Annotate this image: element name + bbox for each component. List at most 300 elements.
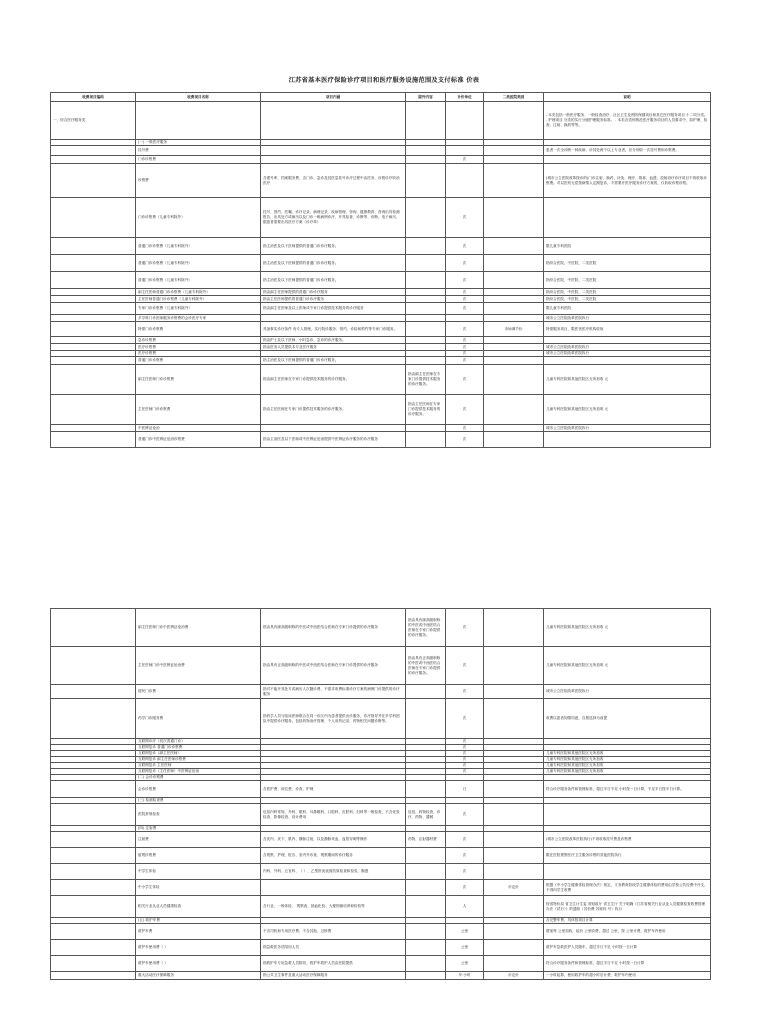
exclusion-cell: 指由主任医师在专家门诊提供技术服务的诊疗服务。: [406, 395, 446, 425]
item-code-cell: [51, 956, 136, 972]
item-code-cell: [51, 609, 136, 647]
col-header-class: 二类医院类别: [484, 93, 544, 102]
col-header-exclusion: 除外内容: [406, 93, 446, 102]
item-name-cell: 普通门诊诊察费（儿童专科除外）: [136, 255, 261, 272]
note-cell: (城市公立医院改革按诊的)门诊注射、换药、针灸、理疗、推拿、血透、放射治疗诊疗项目不再收取诊察费。对以医药无偿按病情人定期复诊，不需要开医疗服务诊疗方案的，仅收取诊察诊察。: [544, 164, 711, 198]
unit-cell: 次: [446, 351, 484, 357]
item-name-cell: 副主任医师门诊诊察费: [136, 365, 261, 395]
item-code-cell: [51, 804, 136, 826]
unit-cell: 次: [446, 432, 484, 448]
unit-cell: 公里: [446, 924, 484, 940]
note-cell: 限儿童专科医院: [544, 303, 711, 315]
exclusion-cell: [406, 303, 446, 315]
note-cell: 符合诊疗服务条件和管理标准，超过半日不足 小时按一日计算: [544, 956, 711, 972]
unit-cell: [446, 164, 484, 198]
item-code-cell: [51, 781, 136, 798]
exclusion-cell: [406, 315, 446, 322]
item-name-cell: 门诊诊察费: [136, 156, 261, 164]
item-name-cell: 便民门诊费: [136, 685, 261, 699]
hospital-class-cell: [484, 647, 544, 685]
item-code-cell: [51, 864, 136, 880]
item-code-cell: [51, 337, 136, 344]
note-cell: 城市公立医院改革医院执行: [544, 315, 711, 322]
exclusion-cell: [406, 940, 446, 956]
item-content-cell: 包括内科常规、外科、眼科、耳鼻喉科、口腔科、皮肤科、妇科等一般检查，不含化验检查、影像检查、设计费用: [261, 804, 406, 826]
item-name-cell: 中小学生体检: [136, 880, 261, 896]
hospital-class-cell: [484, 609, 544, 647]
item-content-cell: 指急救医务员陪同人员: [261, 940, 406, 956]
item-code-cell: [51, 425, 136, 432]
item-name-cell: 互联网诊疗（初次普通门诊）: [136, 739, 261, 745]
unit-cell: 次: [446, 289, 484, 296]
item-content-cell: 指由医务人员提供本专业医疗服务: [261, 344, 406, 351]
unit-cell: [446, 146, 484, 156]
note-cell: 患者一次全诊断一种疾病，诊其处两个以上专业者，应分别收一次挂号费和诊察费。: [544, 146, 711, 156]
note-cell: 指综合医院、中医院、二类医院: [544, 289, 711, 296]
note-cell: 城市公立医院改革医院执行: [544, 425, 711, 432]
note-cell: 儿童专科医院和其他医院区无所加收 元: [544, 395, 711, 425]
table-row: [51, 272, 711, 289]
table-row: [51, 102, 711, 140]
item-content-cell: 不含司机和专用医疗费，不含其他、过桥费: [261, 924, 406, 940]
unit-cell: 次: [446, 739, 484, 745]
note-cell: 根据《中小学生健康体检管理办法》规定，义务教育阶段学生健康体检的费用由学校公共经费中开支，不得向学生收费: [544, 880, 711, 896]
item-content-cell: 指由具有副高级职称的中医或中西医结合医师在专家门诊提供的诊疗服务: [261, 609, 406, 647]
exclusion-cell: [406, 425, 446, 432]
item-content-cell: 指药学人员与临床医师联合在同一诊区内为患者提供出诊服务，诊疗指导并在多学科团队中提供诊疗服务。包括药物治疗管理、个人用药记录、药物相关问题诊断等。: [261, 699, 406, 739]
item-code-cell: [51, 699, 136, 739]
item-name-cell: 专家门诊诊察费（儿童专科除外）: [136, 303, 261, 315]
unit-cell: [446, 102, 484, 140]
item-content-cell: 含行业、一般体检、 观察表、抽血化验、大便细菌培养和检验等: [261, 896, 406, 918]
item-name-cell: 中医辨证论治: [136, 425, 261, 432]
item-content-cell: 指由副主任医师及以上医师或专家门诊提供技术服务的诊疗服务: [261, 303, 406, 315]
table-row: [51, 156, 711, 164]
note-cell: [544, 357, 711, 365]
hospital-class-cell: 市场调节价: [484, 322, 544, 337]
hospital-class-cell: [484, 198, 544, 238]
item-code-cell: [51, 255, 136, 272]
item-name-cell: 主任医师门诊诊察费: [136, 395, 261, 425]
unit-cell: 次: [446, 699, 484, 739]
item-content-cell: 指公共卫生事件及重大活动医疗保障服务: [261, 972, 406, 980]
note-cell: 增加每 公里加收，起价 公里收费，超过 公里，按 公里计费，救护车内使用: [544, 924, 711, 940]
hospital-class-cell: [484, 924, 544, 940]
unit-cell: 次: [446, 745, 484, 751]
item-code-cell: [51, 896, 136, 918]
item-name-cell: 互联网复诊（副主任医师）: [136, 751, 261, 757]
hospital-class-cell: 市定价: [484, 972, 544, 980]
note-cell: 儿童专科医院和其他医院区无所加收: [544, 769, 711, 775]
table-row: [51, 322, 711, 337]
item-name-cell: (五) 救护车费: [136, 918, 261, 924]
exclusion-cell: 包括、药物检查、诊疗、药物、器械: [406, 804, 446, 826]
unit-cell: [446, 315, 484, 322]
note-cell: 儿童专科医院和其他医院区无所加收: [544, 757, 711, 763]
unit-cell: 次: [446, 303, 484, 315]
item-name-cell: [136, 102, 261, 140]
hospital-class-cell: [484, 164, 544, 198]
exclusion-cell: [406, 864, 446, 880]
item-name-cell: (四) 注射费: [136, 826, 261, 832]
note-cell: [544, 156, 711, 164]
item-code-cell: [51, 357, 136, 365]
unit-cell: 车·小时: [446, 972, 484, 980]
unit-cell: 次: [446, 296, 484, 303]
item-content-cell: 指救护车专用急救人员陪同、救护车救护人员由医院提供: [261, 956, 406, 972]
item-content-cell: 指由主任医师在专家门诊提供技术服务的诊疗服务。: [261, 395, 406, 425]
table-row: [51, 303, 711, 315]
exclusion-cell: [406, 896, 446, 918]
unit-cell: 次: [446, 322, 484, 337]
item-code-cell: [51, 296, 136, 303]
item-name-cell: 普通门诊诊察费（儿童专科除外）: [136, 272, 261, 289]
item-code-cell: [51, 647, 136, 685]
unit-cell: 次: [446, 848, 484, 864]
table-row: [51, 685, 711, 699]
table-row: [51, 804, 711, 826]
hospital-class-cell: [484, 956, 544, 972]
exclusion-cell: [406, 685, 446, 699]
item-code-cell: [51, 315, 136, 322]
item-content-cell: 指由主治医及以下医师或中医辨证论治提供中医辨证诊疗服务的诊疗服务: [261, 432, 406, 448]
note-cell: 儿童专科医院和其他医院区无所加收 元: [544, 647, 711, 685]
item-code-cell: [51, 156, 136, 164]
item-name-cell: 互联网复诊 副主任医师诊察费: [136, 757, 261, 763]
col-header-unit: 计价单位: [446, 93, 484, 102]
item-name-cell: 会诊诊察费: [136, 781, 261, 798]
col-header-note: 说明: [544, 93, 711, 102]
hospital-class-cell: [484, 337, 544, 344]
item-name-cell: 普通门诊中医辨证论治诊察费: [136, 432, 261, 448]
item-content-cell: 内科、外科、五官科、（ ）、乙型肝炎表面抗原检查和检验、胸透: [261, 864, 406, 880]
item-code-cell: [51, 848, 136, 864]
item-name-cell: 急诊诊察费: [136, 337, 261, 344]
exclusion-cell: 指由副主任医师在专家门诊提供技术服务的诊疗服务。: [406, 365, 446, 395]
exclusion-cell: 药物、注射器材费: [406, 832, 446, 848]
note-cell: 指综合医院、中医院、二类医院: [544, 255, 711, 272]
unit-cell: 次: [446, 804, 484, 826]
table-row: [51, 337, 711, 344]
table-row: [51, 940, 711, 956]
item-code-cell: [51, 365, 136, 395]
exclusion-cell: [406, 781, 446, 798]
item-content-cell: 指主治医及以下医师提供的普通门诊诊疗服务。: [261, 357, 406, 365]
unit-cell: 次: [446, 395, 484, 425]
item-code-cell: [51, 238, 136, 255]
table-row: [51, 848, 711, 864]
table-row: [51, 296, 711, 303]
item-code-cell: [51, 344, 136, 351]
hospital-class-cell: [484, 156, 544, 164]
note-cell: [544, 864, 711, 880]
item-content-cell: 含医护费、床位费、诊查、护理: [261, 781, 406, 798]
table-row: [51, 972, 711, 980]
item-content-cell: 含皮内、皮下、肌内、静脉注射，以及静脉采血、血管穿刺等操作: [261, 832, 406, 848]
unit-cell: 公里: [446, 956, 484, 972]
note-cell: 城市公立医院改革医院执行: [544, 685, 711, 699]
table-row: [51, 146, 711, 156]
hospital-class-cell: [484, 303, 544, 315]
hospital-class-cell: [484, 699, 544, 739]
exclusion-cell: [406, 344, 446, 351]
exclusion-cell: [406, 238, 446, 255]
item-name-cell: 留观诊察费: [136, 848, 261, 864]
item-content-cell: 指主治医及以下医师提供的普通门诊诊疗服务。: [261, 238, 406, 255]
item-name-cell: 副主任医师普通门诊诊察费（儿童专科除外）: [136, 289, 261, 296]
note-cell: 限在医院观察医疗卫生服务诊察的其他医院执行: [544, 848, 711, 864]
unit-cell: 次: [446, 763, 484, 769]
exclusion-cell: [406, 322, 446, 337]
exclusion-cell: [406, 255, 446, 272]
unit-cell: 次: [446, 609, 484, 647]
item-name-cell: 相关行业从业人员健康检查: [136, 896, 261, 918]
item-name-cell: 医疗诊察费: [136, 344, 261, 351]
unit-cell: 次: [446, 832, 484, 848]
item-content-cell: 指由具有正高级职称的中医或中西医结合医师在专家门诊提供的诊疗服务: [261, 647, 406, 685]
item-code-cell: [51, 832, 136, 848]
hospital-class-cell: [484, 238, 544, 255]
table-row: [51, 238, 711, 255]
unit-cell: 次: [446, 365, 484, 395]
exclusion-cell: [406, 924, 446, 940]
item-content-cell: [261, 146, 406, 156]
item-content-cell: 指由副主任医师在专家门诊提供技术服务的诊疗服务。: [261, 365, 406, 395]
item-code-cell: [51, 395, 136, 425]
hospital-class-cell: [484, 896, 544, 918]
unit-cell: 次: [446, 769, 484, 775]
item-code-cell: [51, 940, 136, 956]
item-name-cell: 中学生体检: [136, 864, 261, 880]
table-row: [51, 425, 711, 432]
table-row: [51, 699, 711, 739]
unit-cell: 次: [446, 685, 484, 699]
unit-cell: 次: [446, 156, 484, 164]
hospital-class-cell: [484, 832, 544, 848]
item-name-cell: 互联网复诊 普通门诊诊察费: [136, 745, 261, 751]
unit-cell: 次: [446, 238, 484, 255]
note-cell: 指综合医院、中医院、二类医院: [544, 296, 711, 303]
hospital-class-cell: [484, 365, 544, 395]
unit-cell: 次: [446, 272, 484, 289]
hospital-class-cell: [484, 102, 544, 140]
col-header-code: 收费项目编码: [51, 93, 136, 102]
item-content-cell: [261, 315, 406, 322]
hospital-class-cell: [484, 315, 544, 322]
table-row: [51, 956, 711, 972]
item-code-cell: [51, 303, 136, 315]
item-content-cell: 含建号库、挡案服务费、含门诊、急诊及其医急挂号诊疗过程中由医务、诊察诊疗收治医疗: [261, 164, 406, 198]
item-content-cell: [261, 102, 406, 140]
item-name-cell: 门诊诊察费（儿童专科除外）: [136, 198, 261, 238]
item-name-cell: 医院常规检查: [136, 804, 261, 826]
table-row: [51, 365, 711, 395]
item-code-cell: [51, 685, 136, 699]
hospital-class-cell: [484, 146, 544, 156]
exclusion-cell: [406, 289, 446, 296]
item-code-cell: [51, 432, 136, 448]
exclusion-cell: [406, 337, 446, 344]
item-name-cell: 挂号费: [136, 146, 261, 156]
item-content-cell: 指由主任医师提供的普通门诊诊疗服务: [261, 296, 406, 303]
unit-cell: 次: [446, 337, 484, 344]
item-content-cell: 具备事实诊疗条件 有专人管理，实行院诊服务、预约、诊检和预约等专家门诊服务。: [261, 322, 406, 337]
item-content-cell: [261, 425, 406, 432]
item-name-cell: 互联网复诊 主任医师: [136, 763, 261, 769]
table-row: [51, 255, 711, 272]
exclusion-cell: [406, 164, 446, 198]
unit-cell: 次: [446, 880, 484, 896]
item-name-cell: 特需门诊诊察费: [136, 322, 261, 337]
exclusion-cell: [406, 956, 446, 972]
table-row: [51, 880, 711, 896]
unit-cell: 公里: [446, 940, 484, 956]
col-header-name: 收费项目名称: [136, 93, 261, 102]
item-name-cell: (一) 一般医疗服务: [136, 140, 261, 146]
table-row: [51, 864, 711, 880]
table-row: [51, 432, 711, 448]
fee-table-part-2: [50, 608, 711, 980]
hospital-class-cell: [484, 255, 544, 272]
item-content-cell: 指主治医及以下医师提供的普通门诊诊疗服务。: [261, 272, 406, 289]
hospital-class-cell: 市定价: [484, 880, 544, 896]
item-code-cell: [51, 146, 136, 156]
item-name-cell: 普通门诊诊察费: [136, 357, 261, 365]
hospital-class-cell: [484, 289, 544, 296]
exclusion-cell: [406, 357, 446, 365]
item-name-cell: 诊察费: [136, 164, 261, 198]
item-name-cell: 药学门诊服务费: [136, 699, 261, 739]
item-name-cell: 副主任医师门诊中医辨证论治费: [136, 609, 261, 647]
table-row: [51, 395, 711, 425]
table-row: [51, 924, 711, 940]
unit-cell: 次: [446, 864, 484, 880]
exclusion-cell: [406, 880, 446, 896]
item-name-cell: 救护车费: [136, 924, 261, 940]
table-row: [51, 781, 711, 798]
item-code-cell: [51, 924, 136, 940]
exclusion-cell: 指由具有正高级职称的中医或中西医结合医师在专家门诊提供的诊疗服务。: [406, 647, 446, 685]
item-content-cell: 挂号、预约、医嘱、诊疗记录、病理记录、疾病管理、咨询、健康教育、咨询出具检测报告，出具处方或病历以及门诊一般病例诊疗、开具检查、诊断等、诊断、电子病历，据患者需要出具医疗方案（诊疗单）: [261, 198, 406, 238]
unit-cell: 次: [446, 344, 484, 351]
hospital-class-cell: [484, 848, 544, 864]
item-code-cell: [51, 972, 136, 980]
item-name-cell: 救护车使用费（ ）: [136, 956, 261, 972]
unit-cell: 次: [446, 751, 484, 757]
item-name-cell: (三) 检测检查费: [136, 798, 261, 804]
note-cell: 特需服务项目，限医者医疗机构收取: [544, 322, 711, 337]
note-cell: 一小时起算，使用救护车的超小时后计费，救护车内使用: [544, 972, 711, 980]
note-cell: 含完整车费，具体按项目计算: [544, 918, 711, 924]
item-code-cell: 一、综合医疗服务类: [51, 102, 136, 140]
hospital-class-cell: [484, 344, 544, 351]
note-cell: 按省物价局 省卫生计生委 省财政厅 省卫生厅 关于明确《江苏省相关行业从业人员健康检查收费管理办法（试行）》的通知（苏价费 苏财综 号）执行: [544, 896, 711, 918]
item-name-cell: 注射费: [136, 832, 261, 848]
item-content-cell: 指对不能开具处方或病历人次随诊费，不需求收费标准诊疗方案的病例门诊提供的诊疗服务: [261, 685, 406, 699]
note-cell: 救护车急救医护人员随车，超过半日不足 小时按一日计算: [544, 940, 711, 956]
item-name-cell: 主任医师门诊中医辨证论治费: [136, 647, 261, 685]
exclusion-cell: 指由具有副高级职称的中医或中西医结合医师在专家门诊提供的诊疗服务。: [406, 609, 446, 647]
hospital-class-cell: [484, 432, 544, 448]
note-cell: [544, 198, 711, 238]
item-name-cell: 普通门诊诊察费（儿童专科除外）: [136, 238, 261, 255]
hospital-class-cell: [484, 357, 544, 365]
exclusion-cell: [406, 848, 446, 864]
table-row: [51, 609, 711, 647]
item-code-cell: [51, 198, 136, 238]
table-row: [51, 315, 711, 322]
item-content-cell: 指由护士及以下医师、小时急诊、急诊的诊疗服务。: [261, 337, 406, 344]
exclusion-cell: [406, 146, 446, 156]
table-row: [51, 198, 711, 238]
hospital-class-cell: [484, 425, 544, 432]
hospital-class-cell: [484, 781, 544, 798]
item-name-cell: 多学科门诊医师服务诊察费的会诊医疗专家: [136, 315, 261, 322]
note-cell: 城市公立医院改革医院执行: [544, 351, 711, 357]
fee-table-part-1: [50, 92, 711, 448]
unit-cell: 次: [446, 255, 484, 272]
exclusion-cell: [406, 198, 446, 238]
item-content-cell: 含观察、护理、报告、室内外诊查、观察期间的诊疗服务: [261, 848, 406, 864]
item-content-cell: [261, 156, 406, 164]
note-cell: [544, 432, 711, 448]
exclusion-cell: [406, 972, 446, 980]
item-name-cell: (二) 会诊诊察费: [136, 775, 261, 781]
note-cell: 儿童专科医院和其他医院区无所加收 元: [544, 609, 711, 647]
note-cell: [544, 804, 711, 826]
note-cell: 儿童专科医院和其他医院区无所加收 元: [544, 365, 711, 395]
table-row: [51, 647, 711, 685]
table-row: [51, 357, 711, 365]
exclusion-cell: [406, 296, 446, 303]
note-cell: 儿童专科医院和其他医院区无所加收: [544, 763, 711, 769]
exclusion-cell: [406, 432, 446, 448]
note-cell: (城市公立医院改革医院执行)不再收取挂号费及诊察费: [544, 832, 711, 848]
col-header-content: 项目内涵: [261, 93, 406, 102]
hospital-class-cell: [484, 864, 544, 880]
table-row: [51, 832, 711, 848]
exclusion-cell: [406, 272, 446, 289]
hospital-class-cell: [484, 272, 544, 289]
item-content-cell: 指主治医及以下医师提供的普通门诊诊疗服务。: [261, 255, 406, 272]
table-row: [51, 164, 711, 198]
note-cell: 符合诊疗服务条件和管理标准，超过半日不足 小时按一日计算，不足半日按半日计算。: [544, 781, 711, 798]
item-name-cell: 救护车使用费（ ）: [136, 940, 261, 956]
item-name-cell: 医疗诊察费: [136, 351, 261, 357]
table-row: [51, 289, 711, 296]
note-cell: 指综合医院、中医院、二类医院: [544, 272, 711, 289]
note-cell: . 本类包括一般医疗服务、一般检查治疗、社区卫生及预防保健项目和其它医疗服务项目 十二项分类。 . 护理项目 分类的实行分级护理服务标准。 . 本类各类别规范医疗服务项目的人员要求中，如护理、检查、注射、换药等等。: [544, 102, 711, 140]
item-content-cell: 指由副主任医师提供的普通门诊诊疗服务: [261, 289, 406, 296]
note-cell: [544, 337, 711, 344]
item-code-cell: [51, 322, 136, 337]
exclusion-cell: [406, 102, 446, 140]
item-code-cell: [51, 164, 136, 198]
exclusion-cell: [406, 156, 446, 164]
page-title: 江苏省基本医疗保险诊疗项目和医疗服务设施范围及支付标准 价表: [288, 77, 480, 84]
note-cell: 限儿童专科医院: [544, 238, 711, 255]
hospital-class-cell: [484, 940, 544, 956]
hospital-class-cell: [484, 296, 544, 303]
item-content-cell: [261, 880, 406, 896]
item-name-cell: 重大活动医疗保障服务: [136, 972, 261, 980]
unit-cell: 次: [446, 425, 484, 432]
item-name-cell: 主任医师普通门诊诊察费（儿童专科除外）: [136, 296, 261, 303]
note-cell: 儿童专科医院和其他医院区无所加收: [544, 751, 711, 757]
table-row: [51, 896, 711, 918]
note-cell: 收费以患者知情同意，自愿选择为前提: [544, 699, 711, 739]
item-code-cell: [51, 272, 136, 289]
